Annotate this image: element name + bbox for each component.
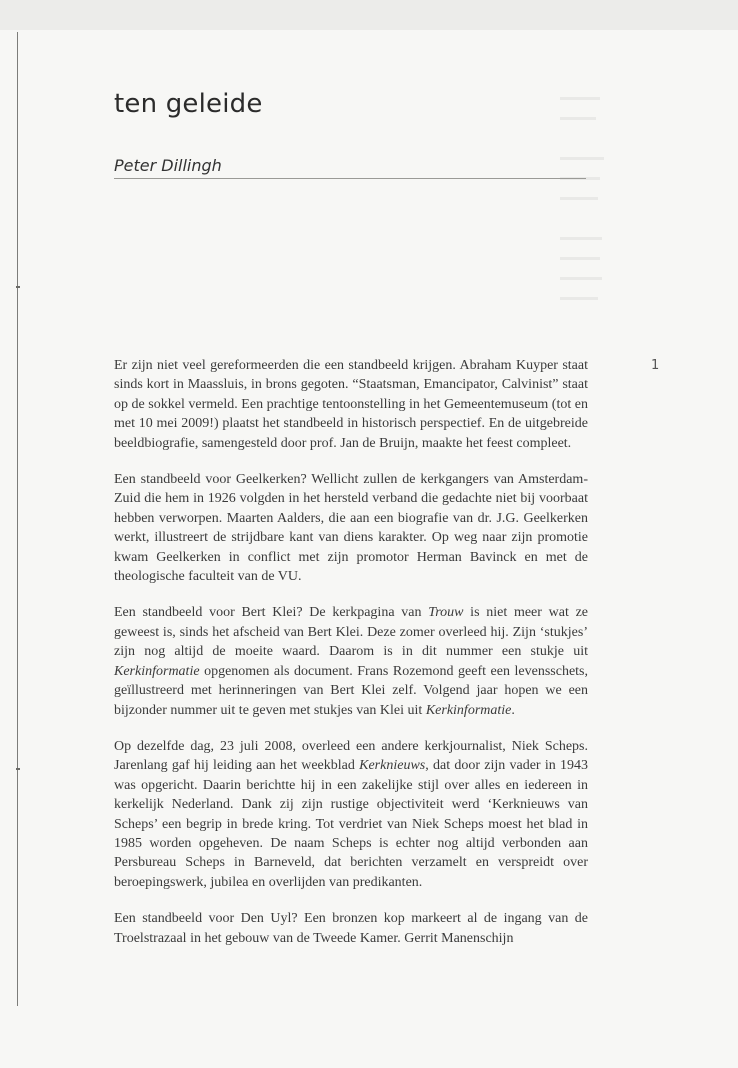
- italic-title: Kerkinformatie: [425, 702, 512, 718]
- page-title: ten geleide: [114, 89, 263, 119]
- author-name: Peter Dillingh: [114, 156, 222, 175]
- binding-mark: [16, 768, 20, 770]
- show-through-line: [560, 197, 598, 200]
- paragraph-text: Een standbeeld voor Den Uyl? Een bronzen kop markeert al de ingang van de Troelstrazaal in het gebouw van de Tweede Kamer. Gerrit Manenschijn: [114, 911, 588, 946]
- article-body: [114, 356, 588, 965]
- paragraph: [114, 356, 588, 453]
- paragraph: [114, 737, 588, 892]
- page-number: 1: [651, 358, 660, 373]
- paragraph-text: .: [511, 702, 515, 718]
- show-through-line: [560, 297, 598, 300]
- paragraph: [114, 603, 588, 719]
- show-through-line: [560, 277, 602, 280]
- paragraph: [114, 470, 588, 586]
- show-through-line: [560, 97, 600, 100]
- paragraph-text: Er zijn niet veel gereformeerden die een standbeeld krijgen. Abraham Kuyper staat sinds kort in Maassluis, in brons gegoten. “Staatsman, Emancipator, Calvinist” staat op de sokkel vermeld. Een prachtige tentoonstelling in het Gemeentemuseum (tot en met 10 mei 2009!) plaatst het standbeeld in historisch perspectief. En de uitgebreide beeldbiografie, samengesteld door prof. Jan de Bruijn, maakte het feest compleet.: [114, 358, 588, 451]
- show-through-line: [560, 117, 596, 120]
- paragraph-text: Een standbeeld voor Geelkerken? Wellicht zullen de kerkgangers van Amsterdam-Zuid die hem in 1926 volgden in het hersteld verband die gedachte niet bij voorbaat hebben verworpen. Maarten Aalders, die aan een biografie van dr. J.G. Geelkerken werkt, illustreert de strijdbare kant van diens karakter. Op weg naar zijn promotie kwam Geelkerken in conflict met zijn promotor Herman Bavinck en met de theologische faculteit van de VU.: [114, 472, 588, 585]
- paragraph-text: is niet meer wat ze geweest is, sinds het afscheid van Bert Klei. Deze zomer overleed hij. Zijn ‘stukjes’ zijn nog altijd de moeite waard. Daarom is in dit nummer een stukje uit: [114, 605, 589, 660]
- paragraph: [114, 909, 588, 948]
- show-through-line: [560, 157, 604, 160]
- binding-edge-line: [17, 32, 18, 1006]
- paragraph-text: Een standbeeld voor Bert Klei? De kerkpagina van: [114, 605, 429, 621]
- italic-title: Kerkinformatie: [114, 663, 200, 679]
- scan-top-edge: [0, 0, 738, 30]
- show-through-line: [560, 237, 602, 240]
- paragraph-text: Op dezelfde dag, 23 juli 2008, overleed een andere kerkjournalist, Niek Scheps. Jarenlang gaf hij leiding aan het weekblad: [114, 738, 588, 774]
- author-underline: [114, 178, 586, 179]
- paragraph-text: , dat door zijn vader in 1943 was opgericht. Daarin berichtte hij in een zakelijke stijl over alles en iedereen in kerkelijk Nederland. Dank zij zijn rustige objectiviteit werd ‘Kerknieuws van Scheps’ een begrip in brede kring. Tot verdriet van Niek Scheps moest het blad in 1985 worden opgeheven. De naam Scheps is echter nog altijd verbonden aan Persbureau Scheps in Barneveld, dat berichten verzamelt en verspreidt over beroepingswerk, jubilea en overlijden van predikanten.: [114, 758, 588, 890]
- show-through-line: [560, 257, 600, 260]
- paragraph-text: opgenomen als document. Frans Rozemond geeft een levensschets, geïllustreerd met herinneringen van Bert Klei zelf. Volgend jaar hopen we een bijzonder nummer uit te geven met stukjes van Klei uit: [114, 663, 588, 718]
- binding-mark: [16, 286, 20, 288]
- italic-title: Trouw: [428, 605, 464, 621]
- italic-title: Kerknieuws: [359, 758, 426, 774]
